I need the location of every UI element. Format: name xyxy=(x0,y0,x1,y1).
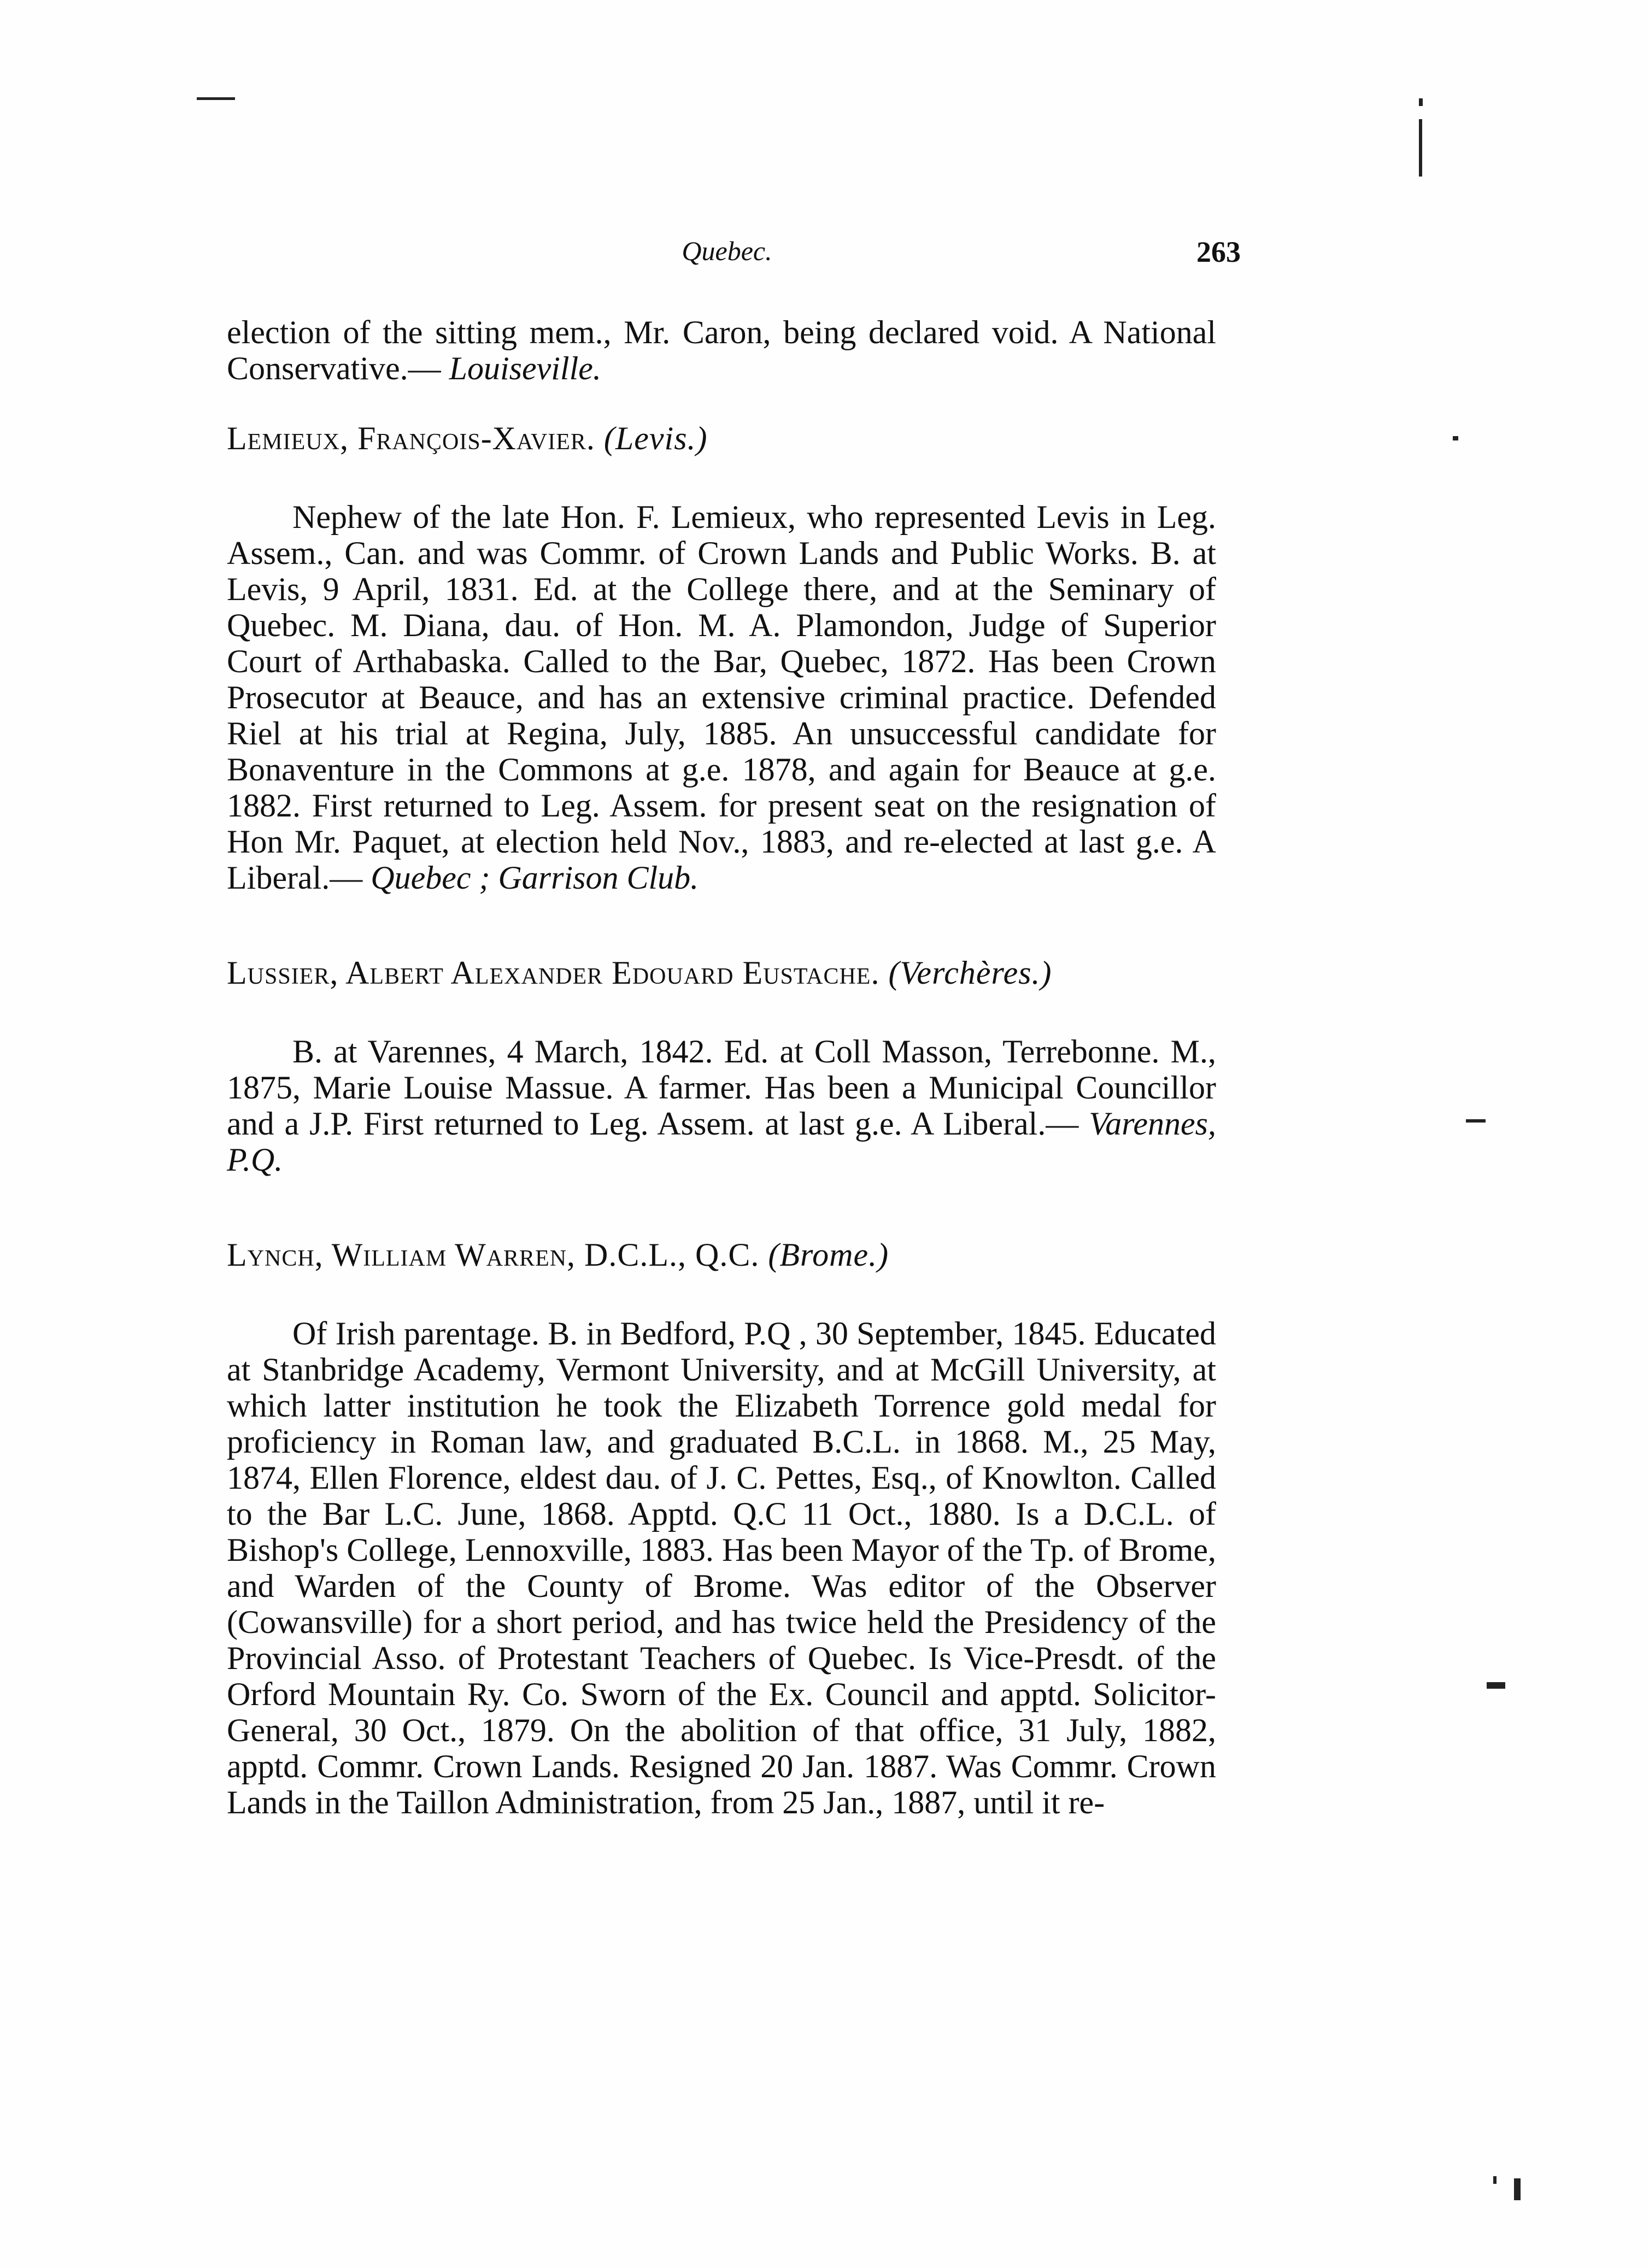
entry-location: Varennes, P.Q. xyxy=(227,1106,1216,1178)
running-title: Quebec. xyxy=(682,236,772,266)
entry-body-text: Of Irish parentage. B. in Bedford, P.Q , 30 September, 1845. Educated at Stanbridge Academy, Vermont University, and at McGill University, at which latter institution he took the Elizabeth Torrence gold medal for proficiency in Roman law, and graduated B.C.L. in 1868. M., 25 May, 1874, Ellen Florence, eldest dau. of J. C. Pettes, Esq., of Knowlton. Called to the Bar L.C. June, 1868. Apptd. Q.C 11 Oct., 1880. Is a D.C.L. of Bishop's College, Lennoxville, 1883. Has been Mayor of the Tp. of Brome, and Warden of the County of Brome. Was editor of the Observer (Cowansville) for a short period, and has twice held the Presidency of the Provincial Asso. of Protestant Teachers of Quebec. Is Vice-Presdt. of the Orford Mountain Ry. Co. Sworn of the Ex. Council and apptd. Solicitor-General, 30 Oct., 1879. On the abolition of that office, 31 July, 1882, apptd. Commr. Crown Lands. Resigned 20 Jan. 1887. Was Commr. Crown Lands in the Taillon Administration, from 25 Jan., 1887, until it re- xyxy=(227,1315,1216,1820)
entry-constituency: (Brome.) xyxy=(768,1237,889,1273)
scan-speck xyxy=(1487,1682,1505,1689)
page-text xyxy=(227,314,1216,1820)
entry-heading xyxy=(227,1237,1216,1273)
scan-speck xyxy=(1466,1119,1486,1123)
continuation-text: election of the sitting mem., Mr. Caron, being declared void. A National Conservative.— xyxy=(227,314,1216,386)
entry-lynch xyxy=(227,1237,1216,1820)
entry-body-text: Nephew of the late Hon. F. Lemieux, who represented Levis in Leg. Assem., Can. and was Commr. of Crown Lands and Public Works. B. at Levis, 9 April, 1831. Ed. at the College there, and at the Seminary of Quebec. M. Diana, dau. of Hon. M. A. Plamondon, Judge of Superior Court of Arthabaska. Called to the Bar, Quebec, 1872. Has been Crown Prosecutor at Beauce, and has an extensive criminal practice. Defended Riel at his trial at Regina, July, 1885. An unsuccessful candidate for Bonaventure in the Commons at g.e. 1878, and again for Beauce at g.e. 1882. First returned to Leg. Assem. for present seat on the resignation of Hon Mr. Paquet, at election held Nov., 1883, and re-elected at last g.e. A Liberal.— xyxy=(227,499,1216,896)
entry-name: Lemieux, François-Xavier. xyxy=(227,420,595,456)
entry-lussier xyxy=(227,955,1216,1178)
entry-constituency: (Verchères.) xyxy=(888,955,1052,991)
entry-body-text: B. at Varennes, 4 March, 1842. Ed. at Coll Masson, Terrebonne. M., 1875, Marie Louise Massue. A farmer. Has been a Municipal Councillor and a J.P. First returned to Leg. Assem. at last g.e. A Liberal.— xyxy=(227,1033,1216,1142)
entry-constituency: (Levis.) xyxy=(603,420,708,456)
entry-name: Lynch, William Warren, D.C.L., Q.C. xyxy=(227,1237,760,1273)
scan-speck xyxy=(1453,436,1458,440)
entry-body xyxy=(227,1315,1216,1820)
continuation-location: Louiseville. xyxy=(449,350,601,386)
scan-speck xyxy=(1419,98,1423,106)
entry-body xyxy=(227,499,1216,896)
entry-name: Lussier, Albert Alexander Edouard Eustache. xyxy=(227,955,880,991)
entry-heading xyxy=(227,955,1216,991)
page-header xyxy=(213,235,1241,273)
scan-speck xyxy=(1514,2178,1521,2200)
entry-body xyxy=(227,1033,1216,1178)
entry-heading xyxy=(227,420,1216,456)
scan-speck xyxy=(197,97,235,100)
scan-speck xyxy=(1493,2176,1497,2184)
entry-location: Quebec ; Garrison Club. xyxy=(371,860,699,896)
scan-speck xyxy=(1419,119,1422,177)
continuation-paragraph xyxy=(227,314,1216,386)
page-number: 263 xyxy=(1196,236,1241,268)
entry-lemieux xyxy=(227,420,1216,896)
